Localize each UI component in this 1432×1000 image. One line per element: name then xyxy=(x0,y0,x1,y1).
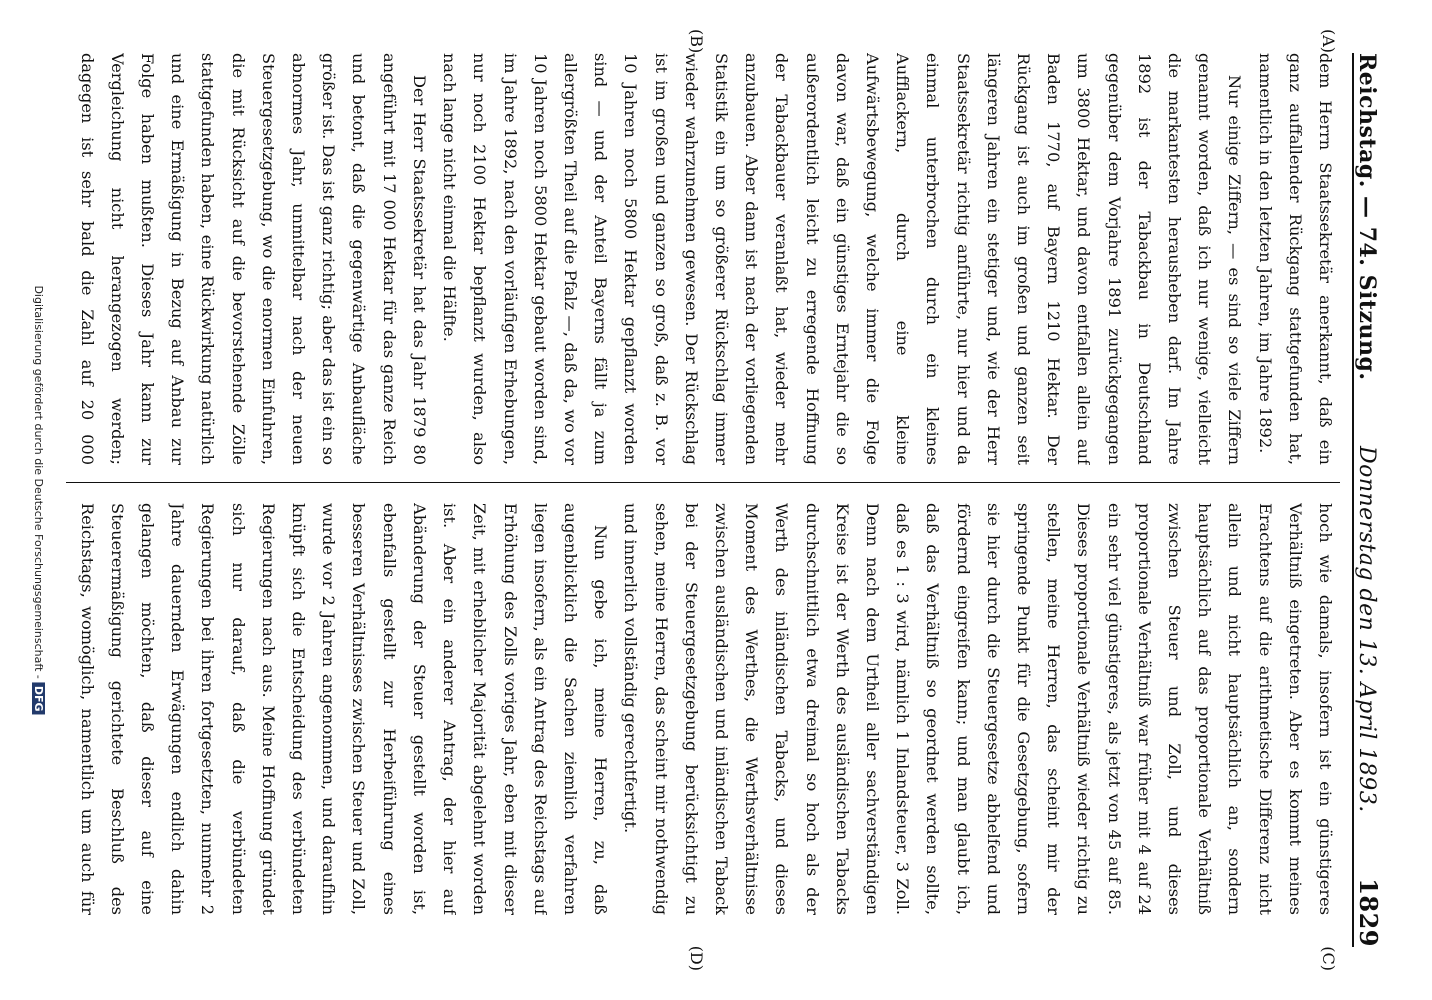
paragraph: dem Herrn Staatssekretär anerkannt, daß ein ganz auffallender Rückgang stattgefunden hat, namentlich in den letzten Jahren, im Jahre 1892. xyxy=(1255,53,1335,465)
column-divider xyxy=(66,482,1340,483)
paragraph: hoch wie damals, insofern ist ein günstigeres Verhältniß eingetreten. Aber es kommt meines Erachtens auf die arithmetische Differenz nicht allein und nicht hauptsächlich an, sondern hauptsächlich auf das proportionale Verhältniß zwischen Steuer und Zoll, und dieses proportionale Verhältniß war früher mit 4 auf 24 ein sehr viel günstigeres, als jetzt von 45 auf 85. Dieses proportionale Verhältniß wieder richtig zu stellen, meine Herren, das scheint mir der springende Punkt für die Gesetzgebung, sofern sie hier durch die Steuergesetze abhelfend und fördernd eingreifen kann; und man glaubt ich, daß das Verhältniß so geordnet werden sollte, daß es 1 : 3 wird, nämlich 1 Inlandsteuer, 3 Zoll. Denn nach dem Urtheil aller sachverständigen Kreise ist der Werth des ausländischen Tabacks durchschnittlich etwa dreimal so hoch als der Werth des inländischen Tabacks, und dieses Moment des Werthes, die Werthsverhältnisse zwischen ausländischen und inländischen Taback bei der Steuergesetzgebung berücksichtigt zu sehen, meine Herren, das scheint mir nothwendig und innerlich vollständig gerechtfertigt. xyxy=(621,503,1335,915)
paragraph: Nur einige Ziffern, — es sind so viele Ziffern genannt worden, daß ich nur wenige, vielleicht die markantesten herausheben darf. Im Jahre 1892 ist der Tabackbau in Deutschland gegenüber dem Vorjahre 1891 zurückgegangen um 3800 Hektar, und davon entfallen allein auf Baden 1770, auf Bayern 1210 Hektar. Der Rückgang ist auch im großen und ganzen seit längeren Jahren ein stetiger und, wie der Herr Staatssekretär richtig anführte, nur hier und da einmal unterbrochen durch ein kleines Aufflackern, durch eine kleine Aufwärtsbewegung, welche immer die Folge davon war, daß ein günstiges Erntejahr die so außerordentlich leicht zu erregende Hoffnung der Tabackbauer veranlaßt hat, wieder mehr anzubauen. Aber dann ist nach der vorliegenden Statistik ein um so größerer Rückschlag immer wieder wahrzunehmen gewesen. Der Rückschlag ist im großen und ganzen so groß, daß z. B. vor 10 Jahren noch 5800 Hektar gepflanzt worden sind — und der Anteil Bayerns fällt ja zum allergrößten Theil auf die Pfalz —, daß da, wo vor 10 Jahren noch 5800 Hektar gebaut worden sind, im Jahre 1892, nach den vorläufigen Erhebungen, nur noch 2100 Hektar bepflanzt wurden, also nach lange nicht einmal die Hälfte. xyxy=(440,53,1245,465)
header-session: Reichstag. — 74. Sitzung. xyxy=(1354,53,1380,381)
right-text-column xyxy=(66,503,1340,915)
stamp-text: Digitalisierung gefördert durch die Deutsche Forschungsgemeinschaft - xyxy=(32,285,45,679)
page-header xyxy=(1352,53,1388,947)
paragraph: Der Herr Staatssekretär hat das Jahr 1879 80 angeführt mit 17 000 Hektar für das ganze Reich und betont, daß die gegenwärtige Anbaufläche größer ist. Das ist ganz richtig; aber das ist ein so abnormes Jahr, unmittelbar nach der neuen Steuergesetzgebung, wo die enormen Einfuhren, die mit Rücksicht auf die bevorstehende Zölle stattgefunden haben, eine Rückwirkung natürlich und eine Ermäßigung in Bezug auf Anbau zur Folge haben mußten. Dieses Jahr kann zur Vergleichung nicht herangezogen werden; dagegen ist sehr bald die Zahl auf 20 000 xyxy=(77,53,429,465)
digitization-stamp xyxy=(32,285,45,714)
left-text-column xyxy=(66,53,1340,465)
header-date: Donnerstag den 13. April 1893. xyxy=(1354,445,1379,813)
margin-mark-b: (B) xyxy=(687,29,706,54)
paragraph: Nun gebe ich, meine Herren, zu, daß augenblicklich die Sachen ziemlich verfahren liegen insofern, als ein Antrag des Reichstags auf Erhöhung des Zolls voriges Jahr, eben mit dieser Zeit, mit erheblicher Majorität abgelehnt worden ist. Aber ein anderer Antrag, der hier auf Abänderung der Steuer gestellt worden ist, ebenfalls gestellt zur Herbeiführung eines besseren Verhältnisses zwischen Steuer und Zoll, wurde vor 2 Jahren angenommen, und daraufhin knüpft sich die Entscheidung des verbündeten Regierungen nach aus. Meine Hoffnung gründet sich nur darauf, daß die verbündeten Regierungen bei ihren fortgesetzten, nunmehr 2 Jahre dauernden Erwägungen endlich dahin gelangen möchten, daß dieser auf eine Steuerermäßigung gerichtete Beschluß des Reichstags, womöglich, namentlich um auch für xyxy=(77,503,611,915)
margin-mark-c: (C) xyxy=(1319,946,1338,971)
scanned-page xyxy=(26,25,1406,975)
margin-mark-a: (A) xyxy=(1319,29,1338,54)
margin-mark-d: (D) xyxy=(687,945,706,971)
dfg-logo: DFG xyxy=(32,683,45,715)
page-number: 1829 xyxy=(1354,878,1383,947)
